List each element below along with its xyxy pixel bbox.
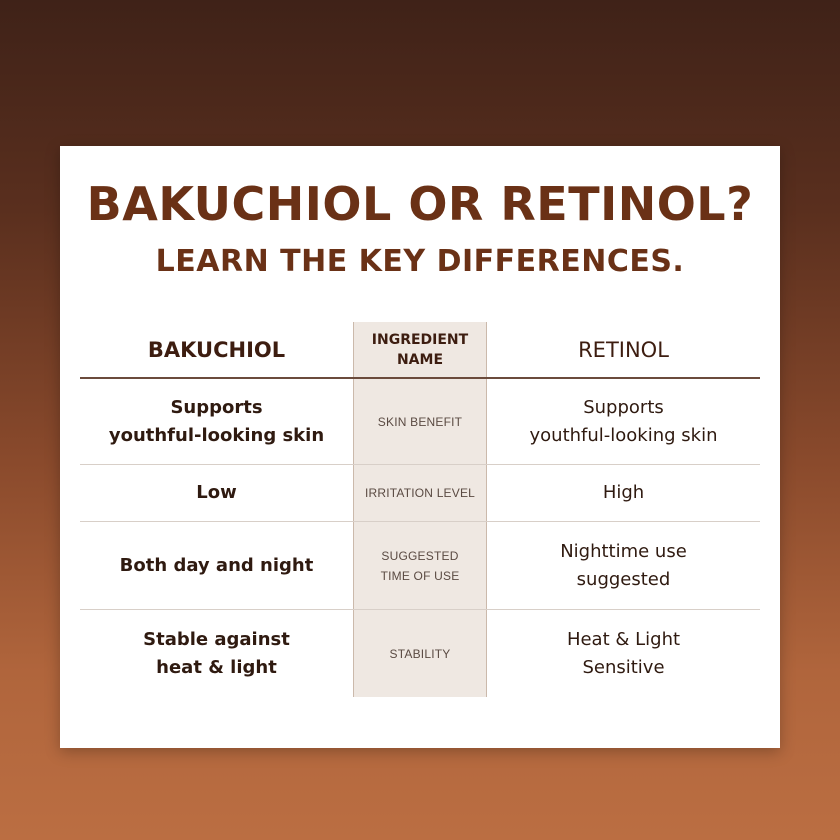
retinol-irritation-level: High [602, 482, 645, 503]
attribute-skin-benefit: SKIN BENEFIT [377, 414, 463, 429]
page-subtitle: LEARN THE KEY DIFFERENCES. [155, 244, 685, 279]
header-bakuchiol: BAKUCHIOL [147, 337, 286, 362]
retinol-skin-benefit: Supports youthful-looking skin [529, 396, 718, 446]
attribute-irritation-level: IRRITATION LEVEL [364, 486, 476, 500]
page-title: BAKUCHIOL OR RETINOL? [86, 177, 754, 231]
attribute-time-of-use: SUGGESTED TIME OF USE [380, 548, 460, 583]
bakuchiol-time-of-use: Both day and night [119, 554, 314, 576]
header-ingredient-name: INGREDIENT NAME [371, 331, 469, 368]
bakuchiol-skin-benefit: Supports youthful-looking skin [108, 396, 325, 446]
retinol-stability: Heat & Light Sensitive [566, 628, 681, 678]
header-retinol: RETINOL [578, 337, 669, 362]
bakuchiol-irritation-level: Low [196, 482, 237, 503]
attribute-stability: STABILITY [389, 646, 451, 661]
bakuchiol-stability: Stable against heat & light [143, 628, 290, 678]
retinol-time-of-use: Nighttime use suggested [560, 540, 687, 590]
